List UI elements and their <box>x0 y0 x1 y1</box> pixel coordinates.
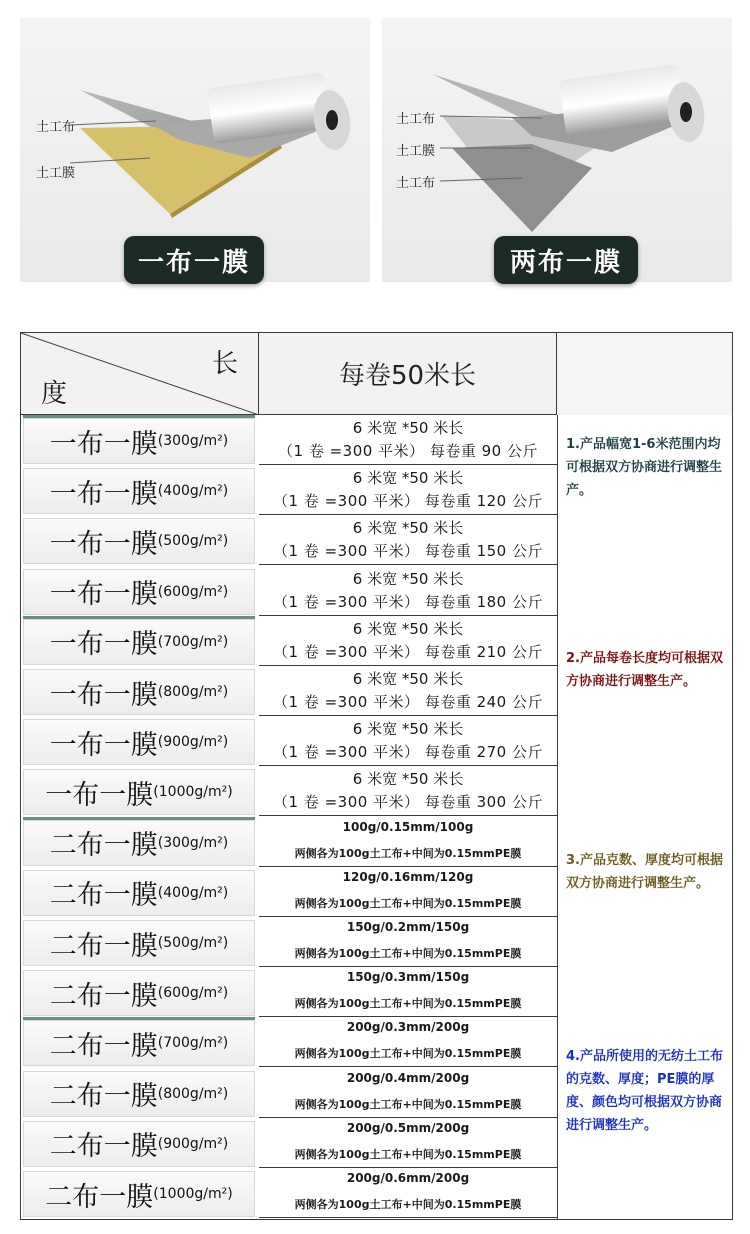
product-name: 二布一膜 <box>49 1030 158 1062</box>
spec-detail-cell <box>259 465 557 515</box>
table-row <box>21 566 557 616</box>
product-weight-spec: (800g/m²) <box>157 1085 229 1102</box>
table-row <box>21 666 557 716</box>
spec-line-2: 两侧各为100g土工布+中间为0.15mmPE膜 <box>294 947 522 960</box>
spec-detail-cell <box>259 766 557 816</box>
spec-line-2: （1 卷 =300 平米） 每卷重 210 公斤 <box>273 642 543 661</box>
product-weight-spec: (400g/m²) <box>157 483 229 500</box>
note-weight-thickness: 3.产品克数、厚度均可根据双方协商进行调整生产。 <box>566 853 723 891</box>
table-row <box>21 716 557 766</box>
spec-detail-cell <box>259 1118 557 1168</box>
product-name-cell <box>23 468 255 514</box>
product-weight-spec: (600g/m²) <box>157 583 229 600</box>
product-weight-spec: (300g/m²) <box>157 834 229 851</box>
note-length: 2.产品每卷长度均可根据双方协商进行调整生产。 <box>566 651 723 689</box>
product-name: 一布一膜 <box>49 729 158 761</box>
spec-detail-cell <box>259 867 557 917</box>
spec-line-1: 100g/0.15mm/100g <box>342 819 474 834</box>
label-geomembrane: 土工膜 <box>396 144 436 159</box>
product-weight-spec: (600g/m²) <box>157 985 229 1002</box>
product-weight-spec: (900g/m²) <box>157 1135 229 1152</box>
spec-line-2: （1 卷 =300 平米） 每卷重 120 公斤 <box>273 492 543 511</box>
table-row <box>21 867 557 917</box>
table-row <box>21 917 557 967</box>
spec-line-2: （1 卷 =300 平米） 每卷重 300 公斤 <box>273 793 543 812</box>
spec-line-2: 两侧各为100g土工布+中间为0.15mmPE膜 <box>294 1198 522 1211</box>
spec-detail-cell <box>259 515 557 565</box>
table-row <box>21 1118 557 1168</box>
product-weight-spec: (1000g/m²) <box>153 1186 233 1202</box>
notes-column <box>557 415 732 1219</box>
product-name: 二布一膜 <box>49 880 158 912</box>
spec-line-2: （1 卷 =300 平米） 每卷重 150 公斤 <box>273 542 543 561</box>
header-degree-label: 度 <box>41 379 68 409</box>
illustration-one-cloth-one-film <box>20 18 370 282</box>
product-name: 二布一膜 <box>49 1081 158 1113</box>
spec-line-2: 两侧各为100g土工布+中间为0.15mmPE膜 <box>294 846 522 860</box>
product-name: 二布一膜 <box>49 1131 158 1163</box>
spec-line-2: 两侧各为100g土工布+中间为0.15mmPE膜 <box>294 1147 522 1161</box>
header-title: 每卷50米长 <box>259 333 557 415</box>
product-weight-spec: (800g/m²) <box>157 684 229 700</box>
label-geotextile-top: 土工布 <box>396 112 436 127</box>
product-name-cell <box>23 518 255 564</box>
product-name-cell <box>23 1121 255 1167</box>
product-weight-spec: (900g/m²) <box>157 734 229 751</box>
label-geomembrane: 土工膜 <box>36 166 76 181</box>
product-name: 一布一膜 <box>45 779 154 811</box>
product-name-cell <box>23 970 255 1016</box>
header-diagonal-cell <box>21 333 259 415</box>
product-name-cell <box>23 820 255 866</box>
table-row <box>21 766 557 816</box>
product-name-cell <box>23 1020 255 1066</box>
spec-detail-cell <box>259 716 557 766</box>
spec-detail-cell <box>259 666 557 716</box>
label-geotextile: 土工布 <box>36 120 76 135</box>
spec-line-1: 6 米宽 *50 米长 <box>352 770 464 789</box>
product-name: 二布一膜 <box>49 930 158 962</box>
product-weight-spec: (500g/m²) <box>157 533 229 550</box>
product-weight-spec: (700g/m²) <box>157 633 229 650</box>
product-weight-spec: (300g/m²) <box>157 433 229 449</box>
product-name: 一布一膜 <box>49 428 158 460</box>
spec-line-1: 6 米宽 *50 米长 <box>352 619 464 638</box>
spec-line-1: 200g/0.5mm/200g <box>346 1120 470 1135</box>
spec-line-2: （1 卷 =300 平米） 每卷重 180 公斤 <box>273 592 543 611</box>
product-name: 一布一膜 <box>49 679 158 711</box>
spec-detail-cell <box>259 616 557 666</box>
product-name-cell <box>23 870 255 916</box>
product-name-cell <box>23 769 255 815</box>
spec-line-1: 150g/0.2mm/150g <box>346 920 470 934</box>
spec-detail-cell <box>259 415 557 465</box>
product-name: 一布一膜 <box>49 478 158 510</box>
spec-detail-cell <box>259 1017 557 1067</box>
spec-line-2: 两侧各为100g土工布+中间为0.15mmPE膜 <box>294 896 522 910</box>
product-name: 一布一膜 <box>49 528 158 560</box>
spec-line-1: 200g/0.3mm/200g <box>346 1020 470 1035</box>
spec-line-2: 两侧各为100g土工布+中间为0.15mmPE膜 <box>294 997 522 1011</box>
spec-detail-cell <box>259 817 557 867</box>
table-row <box>21 967 557 1017</box>
table-row <box>21 415 557 465</box>
product-name-cell <box>23 569 255 615</box>
spec-line-1: 6 米宽 *50 米长 <box>352 469 464 488</box>
table-row <box>21 1068 557 1118</box>
product-name-cell <box>23 719 255 765</box>
product-name: 二布一膜 <box>49 980 158 1012</box>
table-row <box>21 616 557 666</box>
product-weight-spec: (1000g/m²) <box>153 784 233 801</box>
badge-two-cloth-one-film: 两布一膜 <box>494 236 638 284</box>
header-length-label: 长 <box>211 349 238 379</box>
spec-line-2: 两侧各为100g土工布+中间为0.15mmPE膜 <box>294 1097 522 1111</box>
spec-line-1: 6 米宽 *50 米长 <box>352 670 464 688</box>
product-name: 一布一膜 <box>49 629 158 661</box>
table-row <box>21 817 557 867</box>
table-row <box>21 1017 557 1067</box>
spec-line-1: 200g/0.4mm/200g <box>346 1070 470 1085</box>
product-name-cell <box>23 669 255 715</box>
note-width: 1.产品幅宽1-6米范围内均可根据双方协商进行调整生产。 <box>566 437 723 498</box>
spec-line-1: 6 米宽 *50 米长 <box>352 569 464 588</box>
product-name-cell <box>23 920 255 966</box>
spec-line-1: 6 米宽 *50 米长 <box>352 720 464 739</box>
product-name-cell <box>23 619 255 665</box>
spec-line-1: 6 米宽 *50 米长 <box>352 419 464 437</box>
spec-line-1: 6 米宽 *50 米长 <box>352 519 464 538</box>
product-name-cell <box>23 418 255 464</box>
spec-line-2: （1 卷 =300 平米） 每卷重 270 公斤 <box>273 743 543 762</box>
product-weight-spec: (400g/m²) <box>157 884 229 901</box>
note-materials: 4.产品所使用的无纺土工布的克数、厚度；PE膜的厚度、颜色均可根据双方协商进行调整生产。 <box>566 1049 723 1133</box>
spec-line-1: 150g/0.3mm/150g <box>346 970 470 985</box>
spec-detail-cell <box>259 917 557 967</box>
spec-table <box>20 332 733 1220</box>
badge-one-cloth-one-film: 一布一膜 <box>124 236 264 284</box>
table-row <box>21 1168 557 1218</box>
spec-detail-cell <box>259 1168 557 1218</box>
product-weight-spec: (500g/m²) <box>157 935 229 951</box>
product-name-cell <box>23 1171 255 1217</box>
table-row <box>21 465 557 515</box>
spec-line-2: （1 卷 =300 平米） 每卷重 90 公斤 <box>278 442 538 460</box>
label-geotextile-bottom: 土工布 <box>396 176 436 191</box>
spec-line-2: （1 卷 =300 平米） 每卷重 240 公斤 <box>273 693 543 711</box>
spec-line-1: 200g/0.6mm/200g <box>346 1171 470 1185</box>
product-name-cell <box>23 1071 255 1117</box>
spec-line-1: 120g/0.16mm/120g <box>342 869 474 884</box>
table-row <box>21 515 557 565</box>
spec-detail-cell <box>259 967 557 1017</box>
product-name: 二布一膜 <box>49 830 158 862</box>
product-weight-spec: (700g/m²) <box>157 1035 229 1052</box>
header-notes-cell <box>557 333 732 415</box>
product-name: 二布一膜 <box>45 1181 154 1213</box>
product-name: 一布一膜 <box>49 579 158 611</box>
illustration-two-cloth-one-film <box>382 18 732 282</box>
spec-line-2: 两侧各为100g土工布+中间为0.15mmPE膜 <box>294 1047 522 1061</box>
spec-detail-cell <box>259 566 557 616</box>
spec-detail-cell <box>259 1068 557 1118</box>
